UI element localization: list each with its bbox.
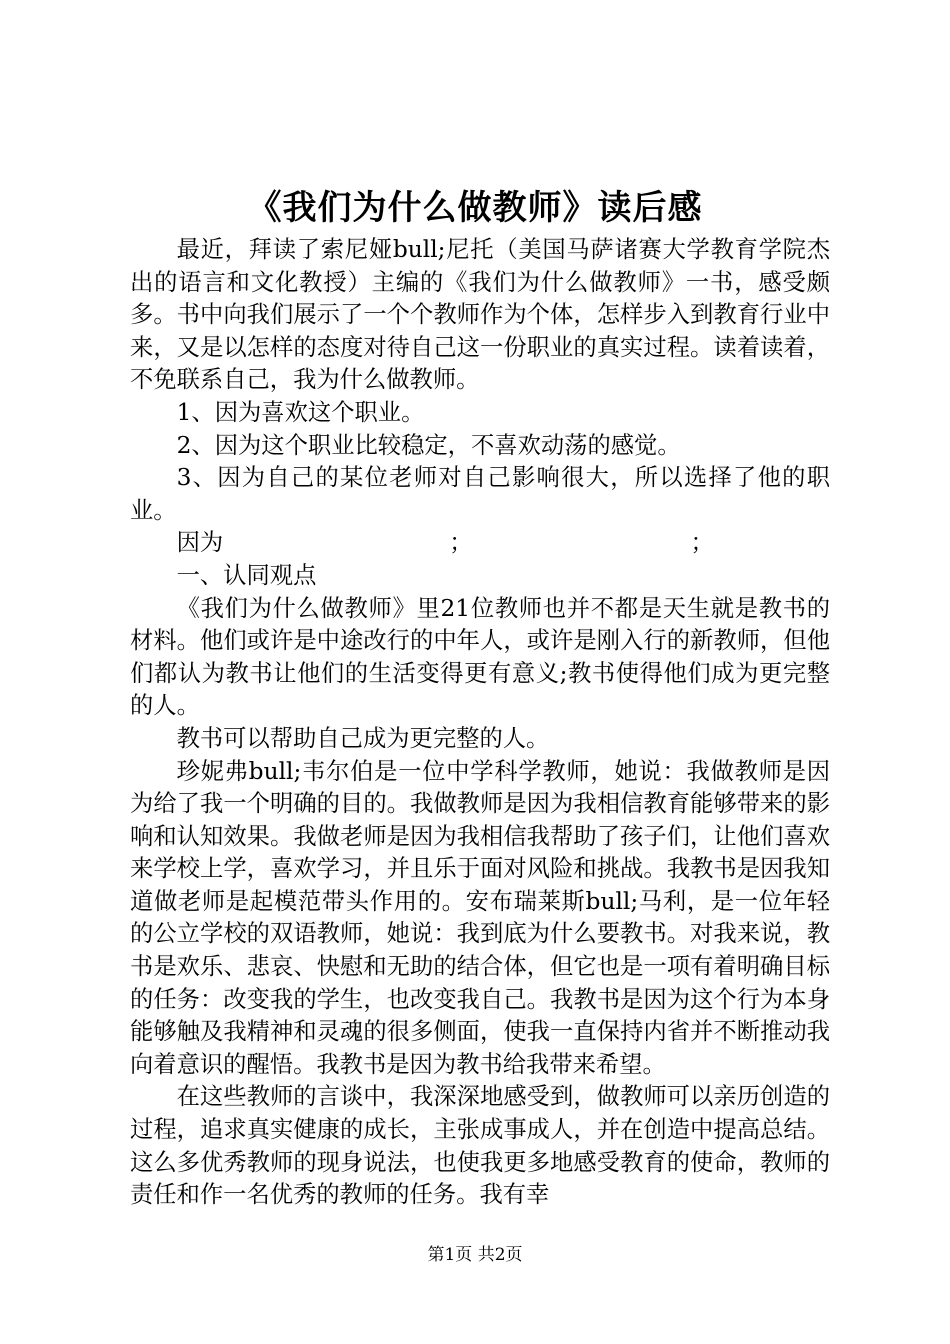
blank-space — [223, 527, 449, 560]
blank-space — [472, 527, 690, 560]
document-title: 《我们为什么做教师》读后感 — [247, 188, 703, 228]
paragraph: 最近，拜读了索尼娅bull;尼托（美国马萨诸赛大学教育学院杰出的语言和文化教授）主编的《我们为什么做教师》一书，感受颇多。书中向我们展示了一个个教师作为个体，怎样步入到教育行业中来，又是以怎样的态度对待自己这一份职业的真实过程。读着读着，不免联系自己，我为什么做教师。 — [130, 236, 830, 394]
blank-line-lead: 因为 — [176, 529, 224, 557]
paragraph: 教书可以帮助自己成为更完整的人。 — [176, 724, 550, 752]
paragraph: 《我们为什么做教师》里21位教师也并不都是天生就是教书的材料。他们或许是中途改行的中年人，或许是刚入行的新教师，但他们都认为教书让他们的生活变得更有意义;教书使得他们成为更完整的人。 — [130, 594, 830, 720]
section-heading: 一、认同观点 — [176, 561, 317, 589]
paragraph: 3、因为自己的某位老师对自己影响很大，所以选择了他的职业。 — [130, 464, 830, 524]
blank-separator: ； — [449, 529, 473, 557]
fill-in-blank-line — [130, 527, 830, 560]
paragraph: 在这些教师的言谈中，我深深地感受到，做教师可以亲历创造的过程，追求真实健康的成长，主张成事成人，并在创造中提高总结。这么多优秀教师的现身说法，也使我更多地感受教育的使命，教师的责任和作一名优秀的教师的任务。我有幸 — [130, 1083, 830, 1209]
paragraph: 珍妮弗bull;韦尔伯是一位中学科学教师，她说：我做教师是因为给了我一个明确的目的。我做教师是因为我相信教育能够带来的影响和认知效果。我做老师是因为我相信我帮助了孩子们，让他们喜欢来学校上学，喜欢学习，并且乐于面对风险和挑战。我教书是因我知道做老师是起模范带头作用的。安布瑞莱斯bull;马利，是一位年轻的公立学校的双语教师，她说：我到底为什么要教书。对我来说，教书是欢乐、悲哀、快慰和无助的结合体，但它也是一项有着明确目标的任务：改变我的学生，也改变我自己。我教书是因为这个行为本身能够触及我精神和灵魂的很多侧面，使我一直保持内省并不断推动我向着意识的醒悟。我教书是因为教书给我带来希望。 — [130, 757, 830, 1078]
paragraph: 2、因为这个职业比较稳定，不喜欢动荡的感觉。 — [176, 431, 681, 459]
paragraph: 1、因为喜欢这个职业。 — [176, 398, 425, 426]
page-footer: 第1页 共2页 — [427, 1245, 523, 1265]
blank-separator: ； — [690, 529, 714, 557]
document-body — [130, 234, 830, 1212]
